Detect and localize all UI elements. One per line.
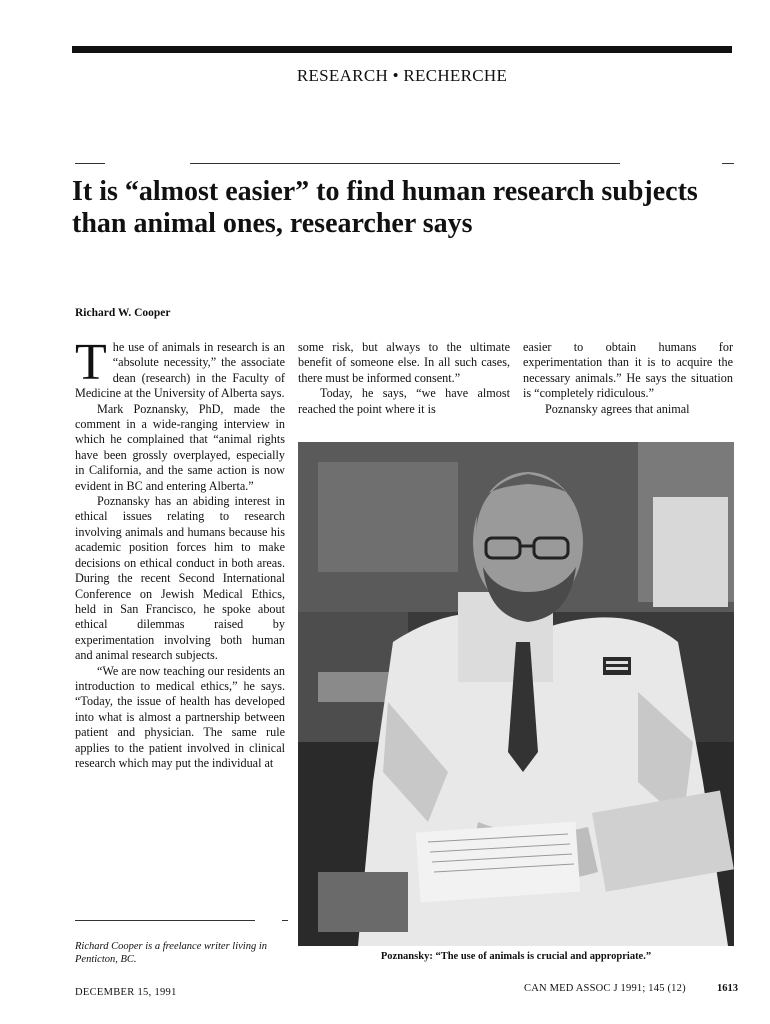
rule-right [722, 163, 734, 164]
column-3 [523, 340, 733, 417]
portrait-photo [298, 442, 734, 946]
byline: Richard W. Cooper [75, 307, 171, 319]
paragraph: easier to obtain humans for experimentation than it is to acquire the necessary animals.” He says the situation is “completely ridiculous.” [523, 340, 733, 401]
drop-cap: T [75, 334, 107, 391]
author-note: Richard Cooper is a freelance writer living in Penticton, BC. [75, 941, 267, 965]
photo-caption: Poznansky: “The use of animals is crucial and appropriate.” [380, 951, 652, 962]
paragraph: Poznansky agrees that animal [545, 401, 690, 416]
column-1 [75, 334, 285, 771]
rule-left [75, 163, 105, 164]
footnote-rule [75, 920, 255, 921]
section-label: RESEARCH • RECHERCHE [296, 66, 508, 85]
column-2 [298, 340, 510, 417]
footnote-rule-tail [282, 920, 288, 921]
paragraph: Mark Poznansky, PhD, made the comment in a wide-ranging interview in which he complained that “animal rights have been grossly overplayed, especially in California, and the same action is now evident in BC and entering Alberta.” [75, 401, 285, 493]
article-title: It is “almost easier” to find human research subjects than animal ones, researcher says [72, 176, 698, 239]
footer-date: DECEMBER 15, 1991 [75, 987, 177, 998]
page-number: 1613 [717, 983, 738, 994]
paragraph: Poznansky has an abiding interest in ethical issues relating to research involving animals and humans because his academic position forces him to make decisions on ethical conduct in both areas. During the recent Second International Conference on Jewish Medical Ethics, held in San Francisco, he spoke about ethical dilemmas raised by experimentation involving both human and animal research subjects. [75, 494, 285, 663]
rule-main [190, 163, 620, 164]
paragraph: some risk, but always to the ultimate benefit of someone else. In all such cases, there must be informed consent.” [298, 340, 510, 385]
paragraph: Today, he says, “we have almost reached the point where it is [298, 386, 510, 416]
top-rule [72, 46, 732, 53]
paragraph: The use of animals in research is an “absolute necessity,” the associate dean (research) in the Faculty of Medicine at the University of Alberta says. [75, 334, 285, 401]
paragraph: “We are now teaching our residents an introduction to medical ethics,” he says. “Today, the issue of health has developed into what is almost a partnership between patient and physician. The same rule applies to the patient involved in clinical research which may put the individual at [75, 663, 285, 770]
footer-journal: CAN MED ASSOC J 1991; 145 (12) [524, 983, 686, 994]
